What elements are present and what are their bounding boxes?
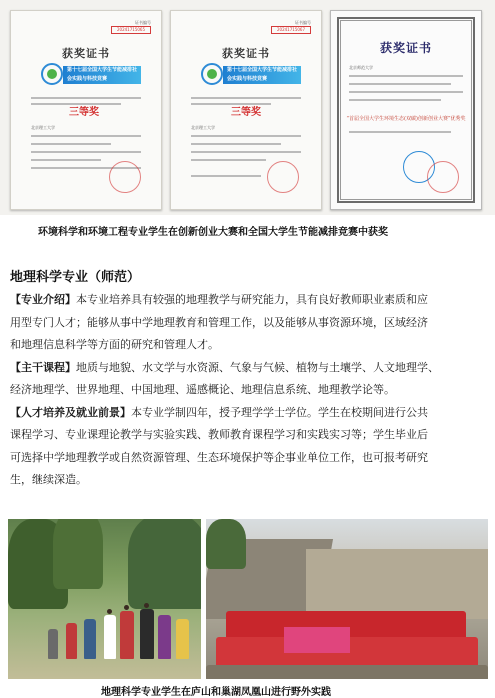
text-line [31,159,101,161]
text-line [191,151,301,153]
certificate-serial-label: 证书编号 [135,20,151,25]
prize-level: 三等奖 [231,107,261,118]
career-line-1: 【人才培养及就业前景】本专业学制四年，授予理学学士学位。学生在校期间进行公共 [10,405,428,419]
intro-line-2: 用型专门人才；能够从事中学地理教育和管理工作，以及能够从事资源环境，区域经济 [10,315,428,329]
certificate-title: 获奖证书 [62,47,110,60]
award-certificate-3 [330,10,482,210]
field-trip-photo-lushan [8,519,201,679]
person [158,615,171,659]
award-certificate-2 [170,10,322,210]
text-line [191,175,261,177]
courses-line-2: 经济地理学、世界地理、中国地理、遥感概论、地理信息系统、地理教学论等。 [10,383,395,396]
intro-line-3: 和地理信息科学等方面的研究和管理人才。 [10,338,219,351]
text-line [191,135,301,137]
certificate-org: 北京师范大学 [349,65,373,70]
award-name: “首届全国大学生环境生态(双碳)创新创业大赛”优秀奖 [346,116,466,122]
text-line [31,151,141,153]
field-trip-photo-fenghuangshan [206,519,488,679]
certificate-org: 北京理工大学 [31,125,55,130]
official-seal-icon [267,161,299,193]
text-line [31,97,141,99]
official-seal-icon [109,161,141,193]
person [104,615,116,659]
person-head [144,603,149,608]
award-certificate-1 [10,10,162,210]
career-line-4: 生，继续深造。 [10,473,87,486]
text-line [191,143,281,145]
certificate-serial: 20241715065 [111,26,151,34]
text-line [349,75,463,77]
tree [128,519,201,609]
competition-logo-icon [201,63,223,85]
person [48,629,58,659]
certificate-serial: 20241715067 [271,26,311,34]
major-description [10,289,439,492]
certificates-caption: 环境科学和环境工程专业学生在创新创业大赛和全国大学生节能减排竞赛中获奖 [38,227,388,238]
text-line [191,159,266,161]
person [176,619,189,659]
field-trip-caption: 地理科学专业学生在庐山和巢湖凤凰山进行野外实践 [101,687,331,698]
text-line [31,143,111,145]
text-line [349,91,463,93]
rock-face [306,549,488,619]
certificate-org: 北京理工大学 [191,125,215,130]
official-seal-icon [427,161,459,193]
intro-tag: 【专业介绍】 [10,293,76,306]
person [84,619,96,659]
ground [206,665,488,679]
text-line [349,99,441,101]
person [140,609,154,659]
career-line-3: 可选择中学地理教学或自然资源管理、生态环境保护等企事业单位工作，也可报考研究 [10,450,428,464]
prize-level: 三等奖 [69,107,99,118]
text-line [31,135,141,137]
competition-banner: 第十七届全国大学生节能减排社会实践与科技竞赛 [223,66,301,84]
certificate-serial-label: 证书编号 [295,20,311,25]
career-line-2: 课程学习、专业课理论教学与实验实践、教师教育课程学习和实践实习等；学生毕业后 [10,428,428,441]
person [66,623,77,659]
certificate-title: 获奖证书 [379,41,432,55]
intro-line-1: 【专业介绍】本专业培养具有较强的地理教学与研究能力，具有良好教师职业素质和应 [10,293,428,306]
courses-tag: 【主干课程】 [10,360,76,374]
person [120,611,134,659]
section-title: 地理科学专业（师范） [10,270,141,285]
certificate-title: 获奖证书 [222,47,270,60]
text-line [349,83,451,85]
text-line [191,97,301,99]
person-head [107,609,112,614]
text-line [349,131,451,133]
courses-line-1: 【主干课程】地质与地貌、水文学与水资源、气象与气候、植物与土壤学、人文地理学、 [10,360,439,374]
tree [206,519,246,569]
tree [53,519,103,589]
competition-banner: 第十七届全国大学生节能减排社会实践与科技竞赛 [63,66,141,84]
person-head [124,605,129,610]
competition-logo-icon [41,63,63,85]
group-banner [284,627,350,653]
career-tag: 【人才培养及就业前景】 [10,405,131,419]
